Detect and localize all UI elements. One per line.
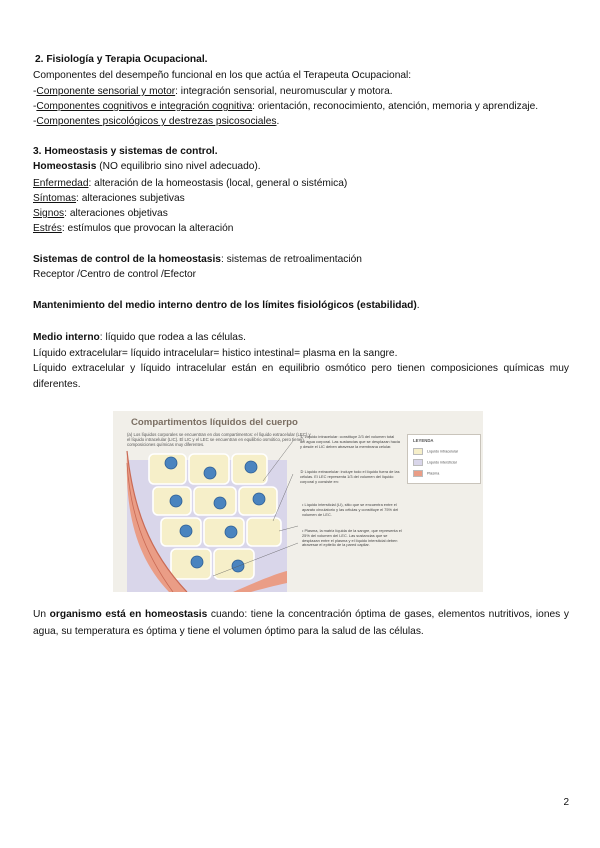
legend-item: Plasma <box>413 470 439 476</box>
section-2-heading: 2. Fisiología y Terapia Ocupacional. <box>35 54 208 65</box>
legend-item: Líquido intersticial <box>413 459 457 465</box>
list-item-label: Componente sensorial y motor <box>36 86 176 97</box>
list-item: -Componentes psicológicos y destrezas psicosociales. <box>33 116 280 127</box>
list-item-label: Componentes psicológicos y destrezas psicosociales <box>36 116 277 127</box>
body-fluid-compartments-figure <box>113 411 483 592</box>
nucleus <box>225 526 237 538</box>
equilibrium-line-1: Líquido extracelular y líquido intracelular están en equilibrio osmótico pero tienen composiciones químicas muy <box>33 363 569 374</box>
page-number: 2 <box>563 797 569 808</box>
note-interstitial: • Líquido intersticial (LI), sitio que se encuentra entre el aparato circulatorio y las células y constituye el 75% del volumen de LEC. <box>302 502 399 517</box>
nucleus <box>232 560 244 572</box>
term-sintomas: Síntomas: alteraciones subjetivas <box>33 193 185 204</box>
legend-title: LEYENDA <box>413 438 434 443</box>
list-item: -Componentes cognitivos e integración cognitiva: orientación, reconocimiento, atención, memoria y aprendizaje. <box>33 101 539 112</box>
nucleus <box>214 497 226 509</box>
legend-item: Líquido intracelular <box>413 448 458 454</box>
nucleus <box>204 467 216 479</box>
note-extracellular: ② Líquido extracelular: incluye todo el líquido fuera de las células. El LEC representa 1/3 del volumen del líquido corporal y consiste en: <box>300 469 400 484</box>
control-parts-line: Receptor /Centro de control /Efector <box>33 269 197 280</box>
homeostasis-definition: Homeostasis (NO equilibrio sino nivel adecuado). <box>33 161 261 172</box>
nucleus <box>245 461 257 473</box>
figure-caption: (a) Los líquidos corporales se encuentran en dos compartimentos: el líquido extracelular (LEC) y el líquido intracelular (LIC). El LIC y el LEC se encuentran en equilibrio osmótico, pero tienen composiciones químicas muy diferentes. <box>127 432 311 448</box>
term-signos: Signos: alteraciones objetivas <box>33 208 168 219</box>
note-plasma: • Plasma, la matriz líquida de la sangre, que representa el 25% del volumen del LEC. Las sustancias que se desplazan entre el plasma y el líquido intersticial deben atravesar el epitelio de la pared capilar. <box>302 528 402 548</box>
figure-legend <box>407 434 481 484</box>
figure-title: Compartimentos líquidos del cuerpo <box>131 417 298 428</box>
cell <box>247 518 281 546</box>
term-enfermedad: Enfermedad: alteración de la homeostasis (local, general o sistémica) <box>33 178 348 189</box>
closing-line-2: agua, su temperatura es óptima y tiene el volumen óptimo para la salud de las células. <box>33 626 424 637</box>
control-systems-line: Sistemas de control de la homeostasis: sistemas de retroalimentación <box>33 254 362 265</box>
list-item: -Componente sensorial y motor: integración sensorial, neuromuscular y motora. <box>33 86 393 97</box>
cell <box>204 518 244 546</box>
section-2-intro: Componentes del desempeño funcional en los que actúa el Terapeuta Ocupacional: <box>33 70 412 81</box>
section-3-heading: 3. Homeostasis y sistemas de control. <box>33 146 218 157</box>
term-estres: Estrés: estímulos que provocan la alteración <box>33 223 234 234</box>
maintenance-line: Mantenimiento del medio interno dentro de los límites fisiológicos (estabilidad). <box>33 300 420 311</box>
nucleus <box>170 495 182 507</box>
fluids-line: Líquido extracelular= líquido intracelular= histico intestinal= plasma en la sangre. <box>33 348 398 359</box>
nucleus <box>253 493 265 505</box>
list-item-label: Componentes cognitivos e integración cognitiva <box>36 101 253 112</box>
note-intracellular: ① Líquido intracelular: constituye 2/3 del volumen total del agua corporal. Las sustancias que se desplazan hacia y desde el LIC deben atravesar la membrana celular. <box>300 434 400 449</box>
nucleus <box>180 525 192 537</box>
medio-interno-line: Medio interno: líquido que rodea a las células. <box>33 332 246 343</box>
nucleus <box>191 556 203 568</box>
closing-line-1: Un organismo está en homeostasis cuando: tiene la concentración óptima de gases, elementos nutritivos, iones y <box>33 609 569 620</box>
equilibrium-line-2: diferentes. <box>33 379 81 390</box>
nucleus <box>165 457 177 469</box>
